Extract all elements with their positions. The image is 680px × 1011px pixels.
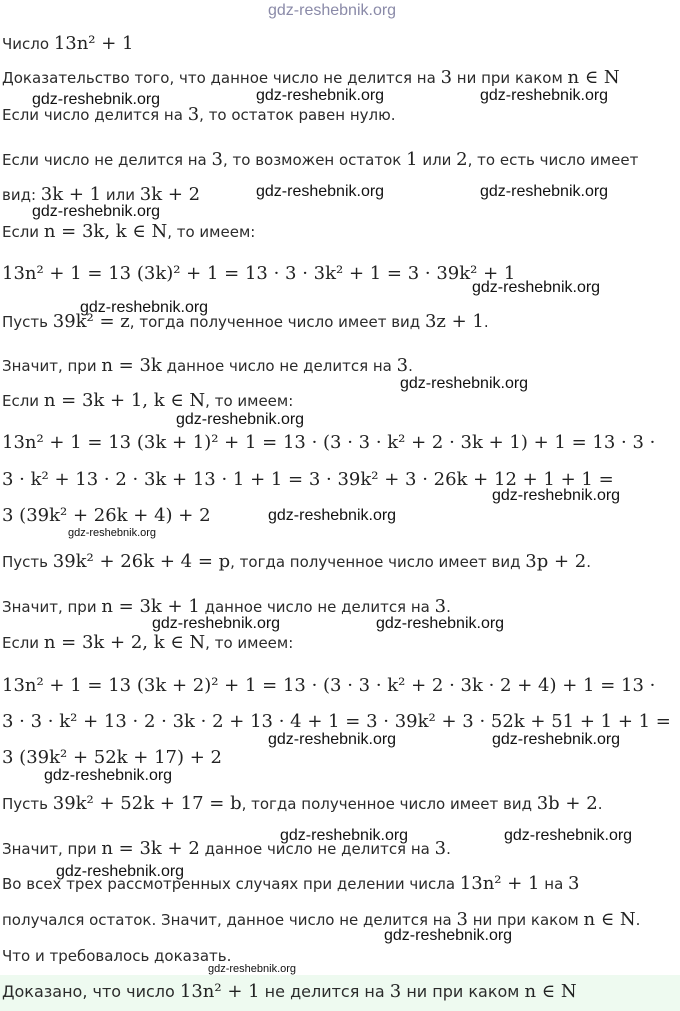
line-20: Значит, при n = 3k + 2 данное число не делится на 3. (2, 838, 451, 859)
line-19: Пусть 39k² + 52k + 17 = b, тогда полученное число имеет вид 3b + 2. (2, 793, 603, 814)
line-7: Пусть 39k² = z, тогда полученное число имеет вид 3z + 1. (2, 311, 489, 332)
line-17: 3 · 3 · k² + 13 · 2 · 3k · 2 + 13 · 4 + 1 = 3 · 39k² + 3 · 52k + 51 + 1 + 1 = (2, 711, 671, 732)
line-18: 3 (39k² + 52k + 17) + 2 (2, 747, 222, 768)
watermark: gdz-reshebnik.org (32, 91, 161, 108)
line-22: получался остаток. Значит, данное число не делится на 3 ни при каком n ∈ N. (2, 909, 641, 930)
line-10: 13n² + 1 = 13 (3k + 1)² + 1 = 13 · (3 · 3 · k² + 2 · 3k + 1) + 1 = 13 · 3 · (2, 432, 656, 453)
watermark: gdz-reshebnik.org (400, 375, 529, 392)
line-16: 13n² + 1 = 13 (3k + 2)² + 1 = 13 · (3 · 3 · k² + 2 · 3k · 2 + 4) + 1 = 13 · (2, 675, 656, 696)
line-6: 13n² + 1 = 13 (3k)² + 1 = 13 · 3 · 3k² + 1 = 3 · 39k² + 1 (2, 263, 516, 284)
line-21: Во всех трех рассмотренных случаях при делении числа 13n² + 1 на 3 (2, 873, 580, 894)
line-8: Значит, при n = 3k данное число не делится на 3. (2, 355, 413, 376)
watermark: gdz-reshebnik.org (152, 615, 281, 632)
line-2: Если число делится на 3, то остаток равен нулю. (2, 104, 396, 125)
watermark: gdz-reshebnik.org (256, 183, 385, 200)
line-9: Если n = 3k + 1, k ∈ N, то имеем: (2, 390, 294, 411)
watermark: gdz-reshebnik.org (268, 2, 397, 19)
watermark: gdz-reshebnik.org (56, 863, 185, 880)
watermark: gdz-reshebnik.org (472, 279, 601, 296)
conclusion-box (0, 975, 680, 1011)
watermark: gdz-reshebnik.org (32, 203, 161, 220)
conclusion-text: Доказано, что число 13n² + 1 не делится на 3 ни при каком n ∈ N (2, 981, 577, 1002)
watermark: gdz-reshebnik.org (80, 299, 209, 316)
watermark: gdz-reshebnik.org (492, 487, 621, 504)
watermark: gdz-reshebnik.org (176, 411, 305, 428)
watermark: gdz-reshebnik.org (68, 527, 157, 539)
watermark: gdz-reshebnik.org (384, 927, 513, 944)
watermark: gdz-reshebnik.org (208, 963, 297, 975)
line-11: 3 · k² + 13 · 2 · 3k + 13 · 1 + 1 = 3 · 39k² + 3 · 26k + 12 + 1 + 1 = (2, 469, 614, 490)
watermark: gdz-reshebnik.org (44, 767, 173, 784)
watermark: gdz-reshebnik.org (268, 507, 397, 524)
line-12: 3 (39k² + 26k + 4) + 2 (2, 505, 211, 526)
line-1: Доказательство того, что данное число не делится на 3 ни при каком n ∈ N (2, 67, 620, 88)
watermark: gdz-reshebnik.org (480, 183, 609, 200)
line-15: Если n = 3k + 2, k ∈ N, то имеем: (2, 632, 294, 653)
watermark: gdz-reshebnik.org (280, 827, 409, 844)
watermark: gdz-reshebnik.org (480, 87, 609, 104)
watermark: gdz-reshebnik.org (504, 827, 633, 844)
line-3: Если число не делится на 3, то возможен остаток 1 или 2, то есть число имеет (2, 149, 639, 170)
watermark: gdz-reshebnik.org (256, 87, 385, 104)
watermark: gdz-reshebnik.org (376, 615, 505, 632)
line-0: Число 13n² + 1 (2, 33, 134, 54)
watermark: gdz-reshebnik.org (492, 731, 621, 748)
line-4: вид: 3k + 1 или 3k + 2 (2, 184, 201, 205)
line-23: Что и требовалось доказать. (2, 947, 232, 965)
watermark: gdz-reshebnik.org (268, 731, 397, 748)
line-14: Значит, при n = 3k + 1 данное число не делится на 3. (2, 596, 451, 617)
line-5: Если n = 3k, k ∈ N, то имеем: (2, 221, 256, 242)
line-13: Пусть 39k² + 26k + 4 = p, тогда полученное число имеет вид 3p + 2. (2, 551, 592, 572)
